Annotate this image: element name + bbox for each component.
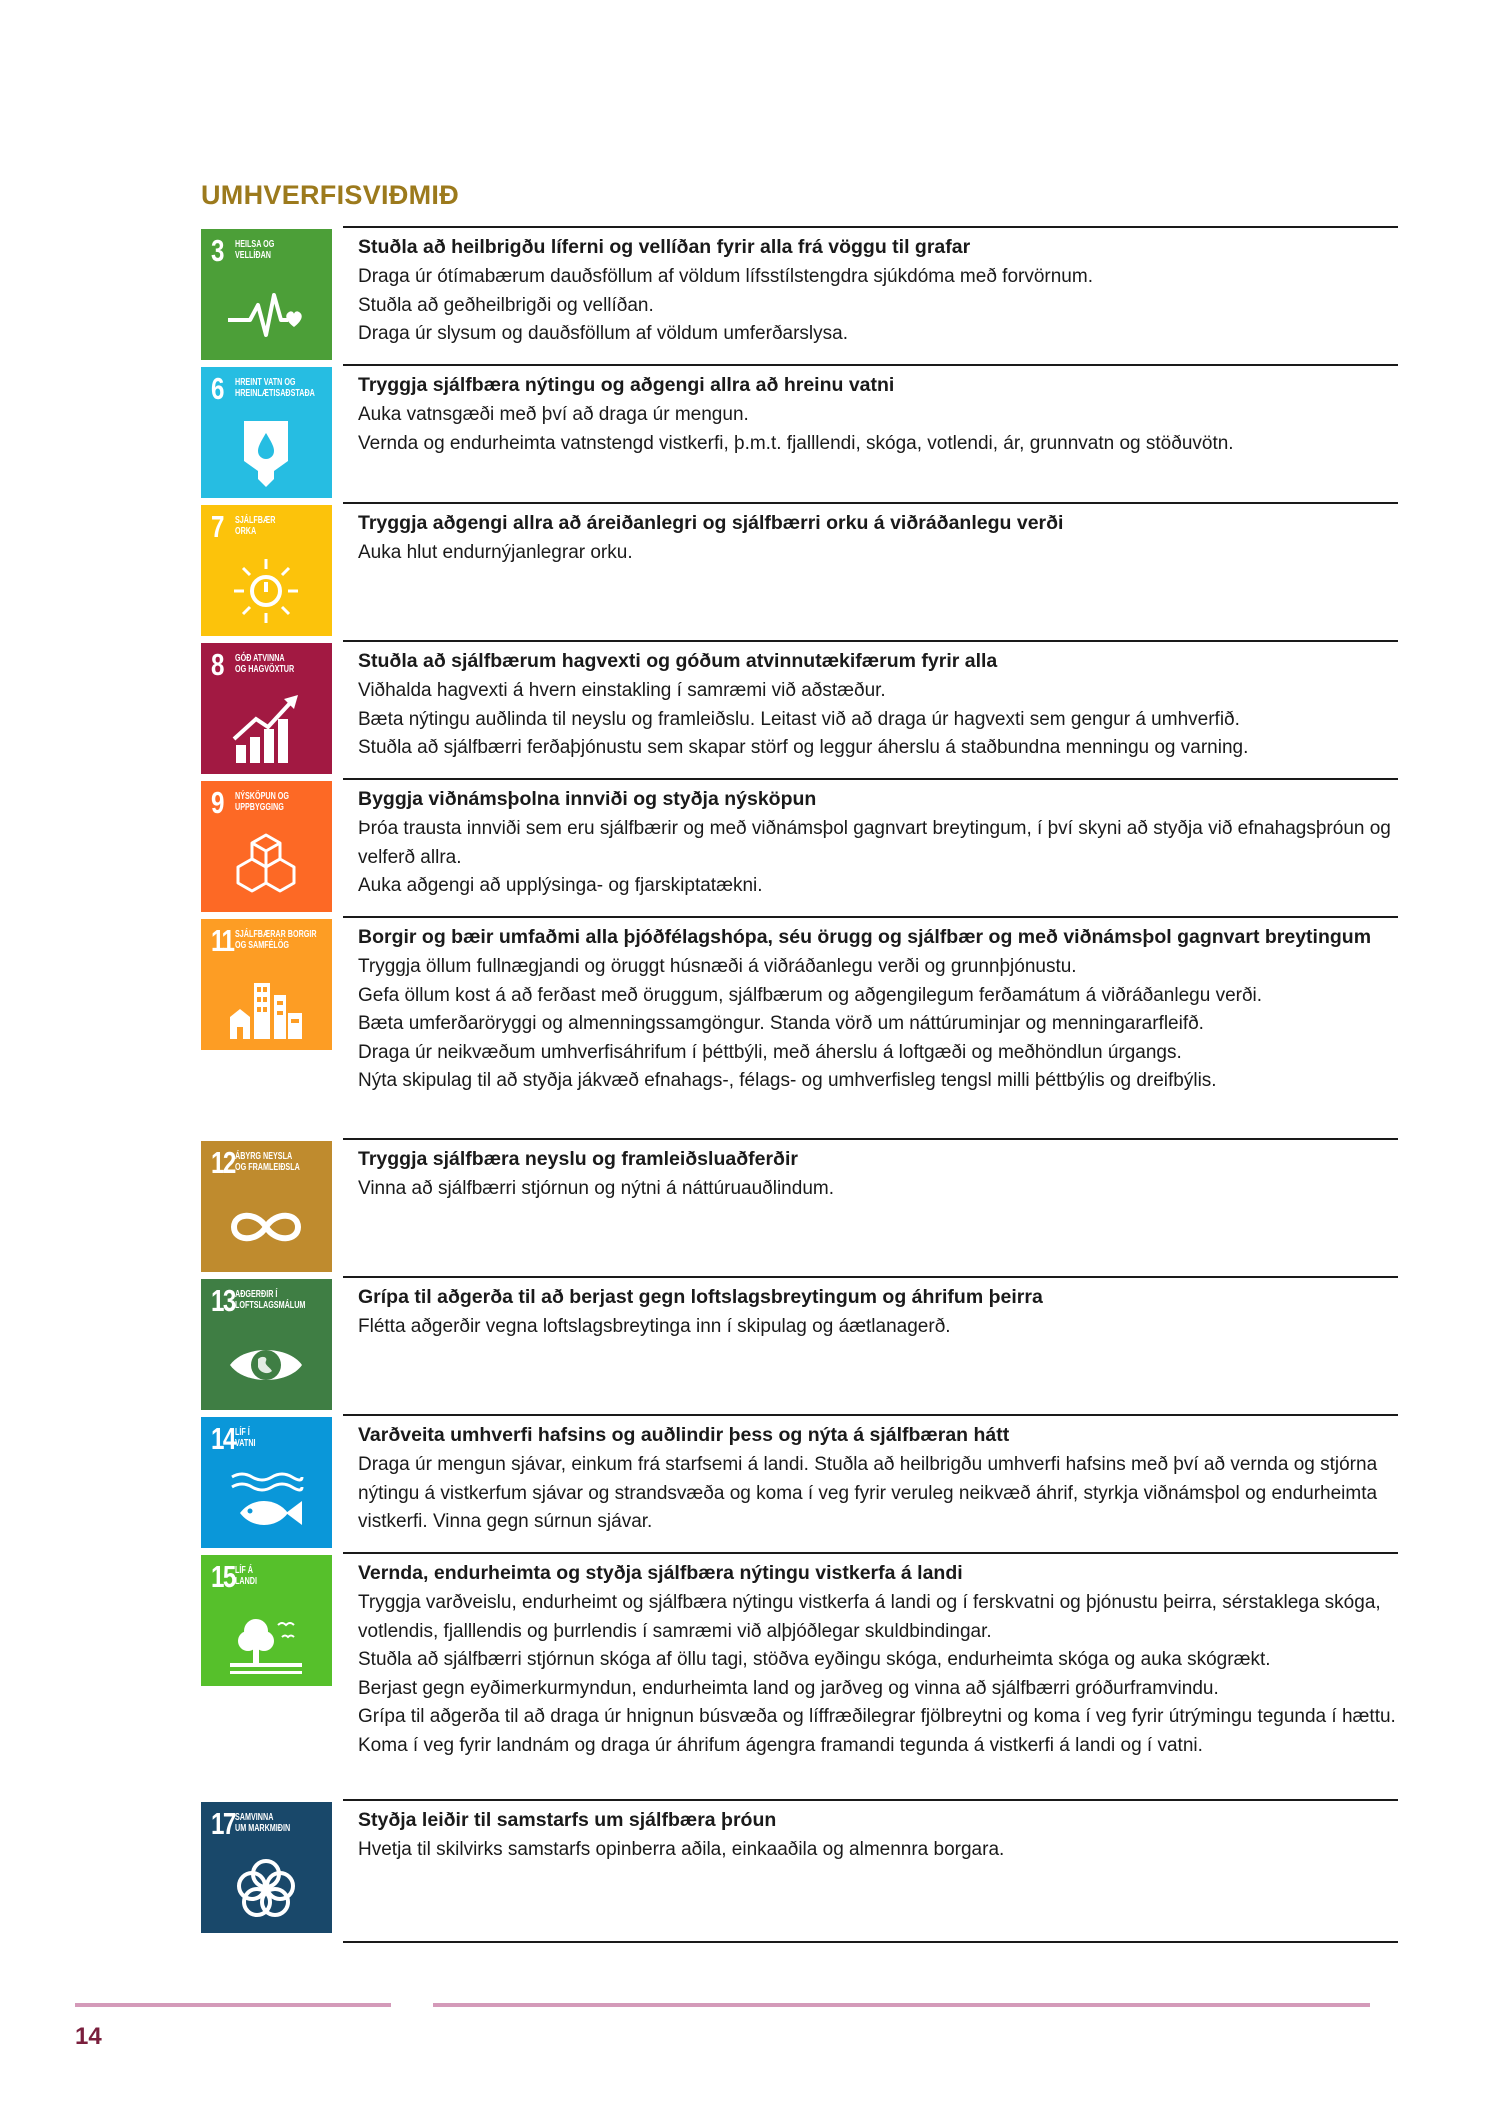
icon-number: 6	[211, 371, 223, 406]
cubes-icon	[226, 827, 306, 907]
goal-item: Bæta nýtingu auðlinda til neyslu og framleiðslu. Leitast við að draga úr hagvexti sem gengur á umhverfið.	[358, 708, 1240, 730]
icon-number: 9	[211, 785, 223, 820]
goal-11-block	[343, 916, 1398, 1096]
icon-number: 13	[211, 1283, 235, 1318]
icon-title: GÓÐ ATVINNA OG HAGVÖXTUR	[235, 653, 295, 675]
goal-13-block	[343, 1276, 1398, 1342]
infinity-icon	[226, 1187, 306, 1267]
goal-17-block	[343, 1799, 1398, 1865]
goal-item: Bæta umferðaröryggi og almenningssamgöngur. Standa vörð um náttúruminjar og menningararfleifð.	[358, 1013, 1204, 1034]
sdg-14-icon	[201, 1417, 332, 1548]
goal-item: Draga úr neikvæðum umhverfisáhrifum í þéttbýli, með áherslu á loftgæði og meðhöndlun úrgangs.	[358, 1041, 1182, 1063]
icon-title: HREINT VATN OG HREINLÆTISAÐSTAÐA	[235, 377, 315, 399]
icon-title: SAMVINNA UM MARKMIÐIN	[235, 1812, 291, 1834]
goal-heading: Tryggja sjálfbæra neyslu og framleiðsluaðferðir	[358, 1148, 798, 1170]
goal-item: Koma í veg fyrir landnám og draga úr áhrifum ágengra framandi tegunda á vistkerfi á landi og í vatni.	[358, 1734, 1203, 1756]
goal-item: Vernda og endurheimta vatnstengd vistkerfi, þ.m.t. fjalllendi, skóga, votlendi, ár, grunnvatn og stöðuvötn.	[358, 432, 1234, 454]
divider	[343, 1799, 1398, 1801]
icon-number: 12	[211, 1145, 235, 1180]
footer-line-left	[75, 2003, 391, 2007]
growth-chart-icon	[226, 689, 306, 769]
goal-item: Hvetja til skilvirks samstarfs opinberra aðila, einkaaðila og almennra borgara.	[358, 1839, 1005, 1860]
icon-title: AÐGERÐIR Í LOFTSLAGSMÁLUM	[235, 1289, 306, 1311]
sdg-3-icon	[201, 229, 332, 360]
water-drop-icon	[226, 413, 306, 493]
goal-heading: Stuðla að sjálfbærum hagvexti og góðum atvinnutækifærum fyrir alla	[358, 650, 998, 672]
goal-heading: Stuðla að heilbrigðu líferni og vellíðan fyrir alla frá vöggu til grafar	[358, 236, 971, 258]
goal-item: Draga úr mengun sjávar, einkum frá starfsemi á landi. Stuðla að heilbrigðu umhverfi hafsins með því að vernda og stjórna nýtingu á vistkerfum sjávar og strandsvæða og koma í veg fyrir veruleg neikvæð áhrif, styrkja viðnámsþol og endurheimta vistkerfi. Vinna gegn súrnun sjávar.	[358, 1454, 1378, 1532]
icon-number: 7	[211, 509, 223, 544]
icon-title: HEILSA OG VELLÍÐAN	[235, 239, 275, 261]
sdg-7-icon	[201, 505, 332, 636]
goal-item: Berjast gegn eyðimerkurmyndun, endurheimta land og jarðveg og vinna að sjálfbærri gróðurframvindu.	[358, 1677, 1219, 1699]
sun-power-icon	[226, 551, 306, 631]
goal-item: Tryggja varðveislu, endurheimt og sjálfbæra nýtingu vistkerfa á landi og í ferskvatni og þjónustu þeirra, sérstaklega skóga, votlendis, fjalllendis og þurrlendis í samræmi við alþjóðlegar skuldbindingar.	[358, 1592, 1381, 1642]
divider	[343, 364, 1398, 366]
icon-title: SJÁLFBÆRAR BORGIR OG SAMFÉLÖG	[235, 929, 317, 951]
sdg-6-icon	[201, 367, 332, 498]
goal-item: Stuðla að sjálfbærri ferðaþjónustu sem skapar störf og leggur áherslu á staðbundna menningu og varning.	[358, 737, 1249, 758]
sdg-11-icon	[201, 919, 332, 1050]
sdg-13-icon	[201, 1279, 332, 1410]
icon-title: NÝSKÖPUN OG UPPBYGGING	[235, 791, 290, 813]
goal-heading: Tryggja aðgengi allra að áreiðanlegri og sjálfbærri orku á viðráðanlegu verði	[358, 512, 1064, 534]
divider	[343, 916, 1398, 918]
goal-item: Gefa öllum kost á að ferðast með öruggum, sjálfbærum og aðgengilegum ferðamátum á viðráðanlegu verði.	[358, 984, 1263, 1006]
sdg-15-icon	[201, 1555, 332, 1686]
icon-title: LÍF Á LANDI	[235, 1565, 258, 1587]
icon-number: 8	[211, 647, 223, 682]
sdg-17-icon	[201, 1802, 332, 1933]
goal-item: Auka hlut endurnýjanlegrar orku.	[358, 542, 633, 563]
section-title: UMHVERFISVIÐMIÐ	[201, 180, 460, 210]
heartbeat-icon	[226, 275, 306, 355]
table-bottom-divider	[343, 1941, 1398, 1943]
icon-number: 3	[211, 233, 223, 268]
divider	[343, 778, 1398, 780]
goal-item: Vinna að sjálfbærri stjórnun og nýtni á náttúruauðlindum.	[358, 1178, 834, 1199]
page-number: 14	[75, 2023, 102, 2050]
icon-title: SJÁLFBÆR ORKA	[235, 515, 276, 537]
icon-number: 17	[211, 1806, 235, 1841]
goal-heading: Grípa til aðgerða til að berjast gegn loftslagsbreytingum og áhrifum þeirra	[358, 1286, 1043, 1308]
divider	[343, 1138, 1398, 1140]
sdg-9-icon	[201, 781, 332, 912]
goal-item: Draga úr ótímabærum dauðsföllum af völdum lífsstílstengdra sjúkdóma með forvörnum.	[358, 266, 1093, 287]
goal-item: Grípa til aðgerða til að draga úr hnignun búsvæða og líffræðilegrar fjölbreytni og koma í veg fyrir útrýmingu tegunda í hættu.	[358, 1706, 1396, 1727]
divider	[343, 1552, 1398, 1554]
icon-title: ÁBYRG NEYSLA OG FRAMLEIÐSLA	[235, 1151, 300, 1173]
flower-rings-icon	[226, 1848, 306, 1928]
goal-item: Auka vatnsgæði með því að draga úr mengun.	[358, 404, 749, 425]
tree-birds-icon	[226, 1601, 306, 1681]
sdg-8-icon	[201, 643, 332, 774]
earth-eye-icon	[226, 1325, 306, 1405]
goal-9-block	[343, 778, 1398, 901]
city-buildings-icon	[226, 965, 306, 1045]
goal-item: Flétta aðgerðir vegna loftslagsbreytinga inn í skipulag og áætlanagerð.	[358, 1316, 951, 1337]
goal-heading: Borgir og bæir umfaðmi alla þjóðfélagshópa, séu örugg og sjálfbær og með viðnámsþol gagnvart breytingum	[358, 926, 1372, 948]
goal-8-block	[343, 640, 1398, 763]
fish-waves-icon	[226, 1463, 306, 1543]
goal-14-block	[343, 1414, 1398, 1537]
goal-item: Stuðla að geðheilbrigði og vellíðan.	[358, 294, 654, 316]
icon-number: 15	[211, 1559, 235, 1594]
goal-item: Draga úr slysum og dauðsföllum af völdum umferðarslysa.	[358, 323, 848, 344]
goal-12-block	[343, 1138, 1398, 1204]
goal-item: Nýta skipulag til að styðja jákvæð efnahags-, félags- og umhverfisleg tengsl milli þéttbýlis og dreifbýlis.	[358, 1070, 1217, 1091]
goal-item: Stuðla að sjálfbærri stjórnun skóga af öllu tagi, stöðva eyðingu skóga, endurheimta skóga og auka skógrækt.	[358, 1649, 1271, 1670]
icon-number: 11	[211, 923, 234, 958]
goal-item: Þróa trausta innviði sem eru sjálfbærir og með viðnámsþol gagnvart breytingum, í því skyni að styðja við efnahagsþróun og velferð allra.	[358, 818, 1391, 868]
divider	[343, 226, 1398, 228]
goal-heading: Tryggja sjálfbæra nýtingu og aðgengi allra að hreinu vatni	[358, 374, 895, 396]
divider	[343, 502, 1398, 504]
footer-line-right	[433, 2003, 1370, 2007]
divider	[343, 1276, 1398, 1278]
divider	[343, 1414, 1398, 1416]
goal-heading: Vernda, endurheimta og styðja sjálfbæra nýtingu vistkerfa á landi	[358, 1562, 963, 1584]
goal-item: Auka aðgengi að upplýsinga- og fjarskiptatækni.	[358, 875, 763, 896]
divider	[343, 640, 1398, 642]
goal-3-block	[343, 226, 1398, 349]
icon-number: 14	[211, 1421, 235, 1456]
goal-15-block	[343, 1552, 1398, 1760]
goal-heading: Styðja leiðir til samstarfs um sjálfbæra þróun	[358, 1809, 777, 1831]
goal-7-block	[343, 502, 1398, 568]
goal-6-block	[343, 364, 1398, 458]
goal-item: Tryggja öllum fullnægjandi og öruggt húsnæði á viðráðanlegu verði og grunnþjónustu.	[358, 956, 1077, 977]
goal-heading: Byggja viðnámsþolna innviði og styðja nýsköpun	[358, 788, 817, 810]
sdg-12-icon	[201, 1141, 332, 1272]
icon-title: LÍF Í VATNI	[235, 1427, 256, 1449]
goal-item: Viðhalda hagvexti á hvern einstakling í samræmi við aðstæður.	[358, 680, 886, 701]
goal-heading: Varðveita umhverfi hafsins og auðlindir þess og nýta á sjálfbæran hátt	[358, 1424, 1010, 1446]
